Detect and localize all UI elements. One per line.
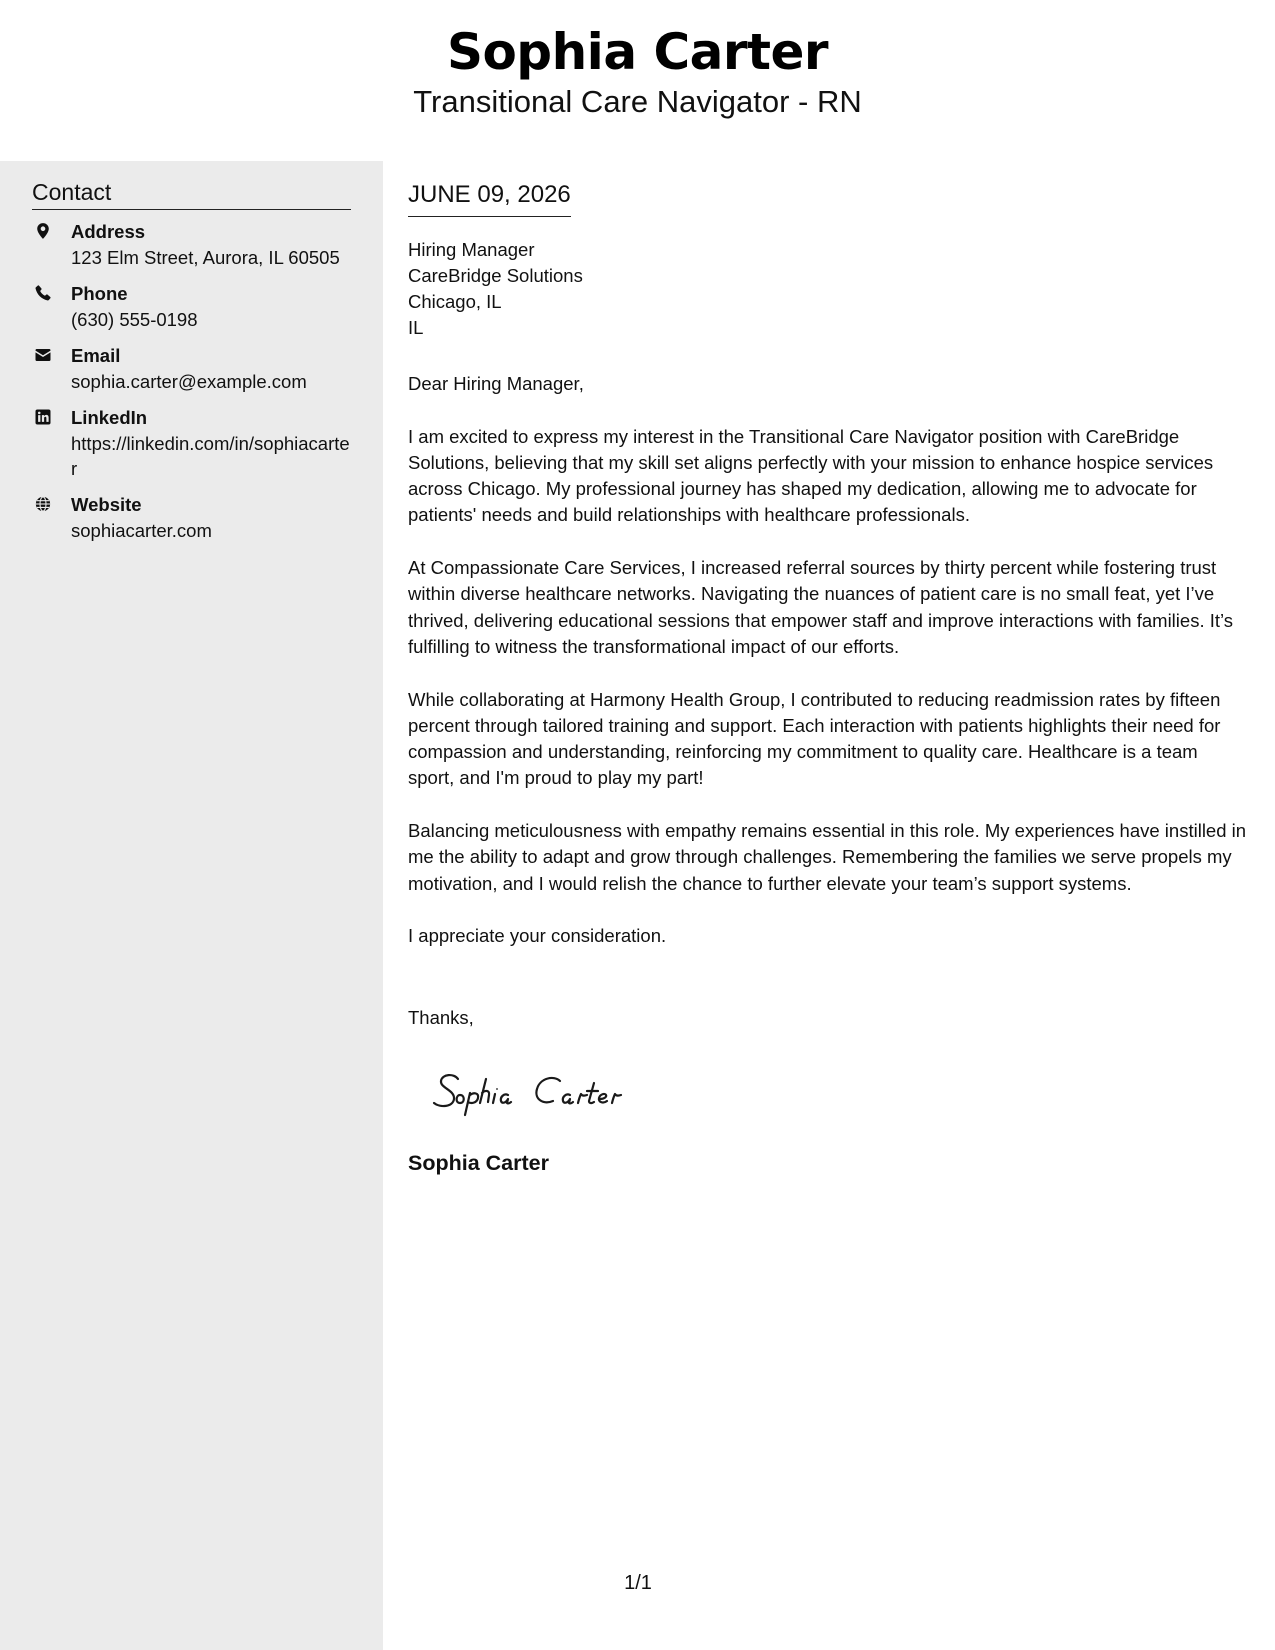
signer-name: Sophia Carter [408, 1151, 549, 1175]
page-number: 1/1 [624, 1572, 652, 1594]
closing: Thanks, [408, 1007, 474, 1028]
applicant-name: Sophia Carter [446, 23, 829, 81]
email-value[interactable]: sophia.carter@example.com [71, 371, 307, 392]
recipient-line: Chicago, IL [408, 291, 502, 312]
contact-heading: Contact [32, 177, 351, 210]
website-value[interactable]: sophiacarter.com [71, 520, 212, 541]
recipient-block [408, 237, 583, 341]
contact-label: Website [71, 494, 142, 515]
letter-paragraph: I appreciate your consideration. [408, 925, 667, 947]
letter-paragraph: While collaborating at Harmony Health Group, I contributed to reducing readmission rates by fifteen percent through tailored training and support. Each interaction with patients highlights their need for compassion and understanding, reinforcing my commitment to quality care. Healthcare is a team sport, and I'm proud to play my part! [408, 688, 1221, 789]
contact-label: LinkedIn [71, 407, 148, 428]
contact-item-phone [32, 281, 352, 332]
phone-icon [34, 284, 52, 302]
envelope-icon [34, 346, 52, 364]
letter-paragraph: At Compassionate Care Services, I increased referral sources by thirty percent while fostering trust within diverse healthcare networks. Navigating the nuances of patient care is no small feat, yet I’ve thrived, delivering educational sessions that empower staff and improve interactions with families. It’s fulfilling to witness the transformational impact of our efforts. [408, 557, 1234, 657]
phone-value: (630) 555-0198 [71, 309, 198, 330]
contact-item-address [32, 219, 352, 270]
applicant-job-title: Transitional Care Navigator - RN [413, 84, 862, 119]
contact-item-linkedin [32, 405, 352, 481]
handwritten-signature [428, 1061, 668, 1121]
letter-header [0, 0, 1275, 161]
recipient-line: CareBridge Solutions [408, 265, 583, 286]
letter-paragraph: Balancing meticulousness with empathy remains essential in this role. My experiences have instilled in me the ability to adapt and grow through challenges. Remembering the families we serve propels my motivation, and I would relish the chance to further elevate your team’s support systems. [408, 820, 1247, 894]
contact-item-email [32, 343, 352, 394]
linkedin-icon [34, 408, 52, 426]
contact-label: Address [71, 221, 146, 242]
contact-label: Phone [71, 283, 128, 304]
letter-date: JUNE 09, 2026 [408, 179, 571, 217]
linkedin-value[interactable]: https://linkedin.com/in/sophiacarter [71, 433, 350, 479]
contact-label: Email [71, 345, 121, 366]
signature-text: Sophia Carter [544, 1119, 552, 1120]
map-pin-icon [34, 222, 52, 240]
contact-item-website [32, 492, 352, 543]
recipient-line: IL [408, 317, 424, 338]
recipient-line: Hiring Manager [408, 239, 535, 260]
salutation: Dear Hiring Manager, [408, 373, 584, 394]
contact-sidebar [0, 161, 383, 1650]
letter-text [408, 371, 1248, 976]
letter-paragraph: I am excited to express my interest in the Transitional Care Navigator position with CareBridge Solutions, believing that my skill set aligns perfectly with your mission to enhance hospice services across Chicago. My professional journey has shaped my dedication, allowing me to advocate for patients' needs and build relationships with healthcare professionals. [408, 425, 1214, 526]
globe-icon [34, 495, 52, 513]
address-value: 123 Elm Street, Aurora, IL 60505 [71, 247, 340, 268]
contact-list [32, 219, 352, 554]
